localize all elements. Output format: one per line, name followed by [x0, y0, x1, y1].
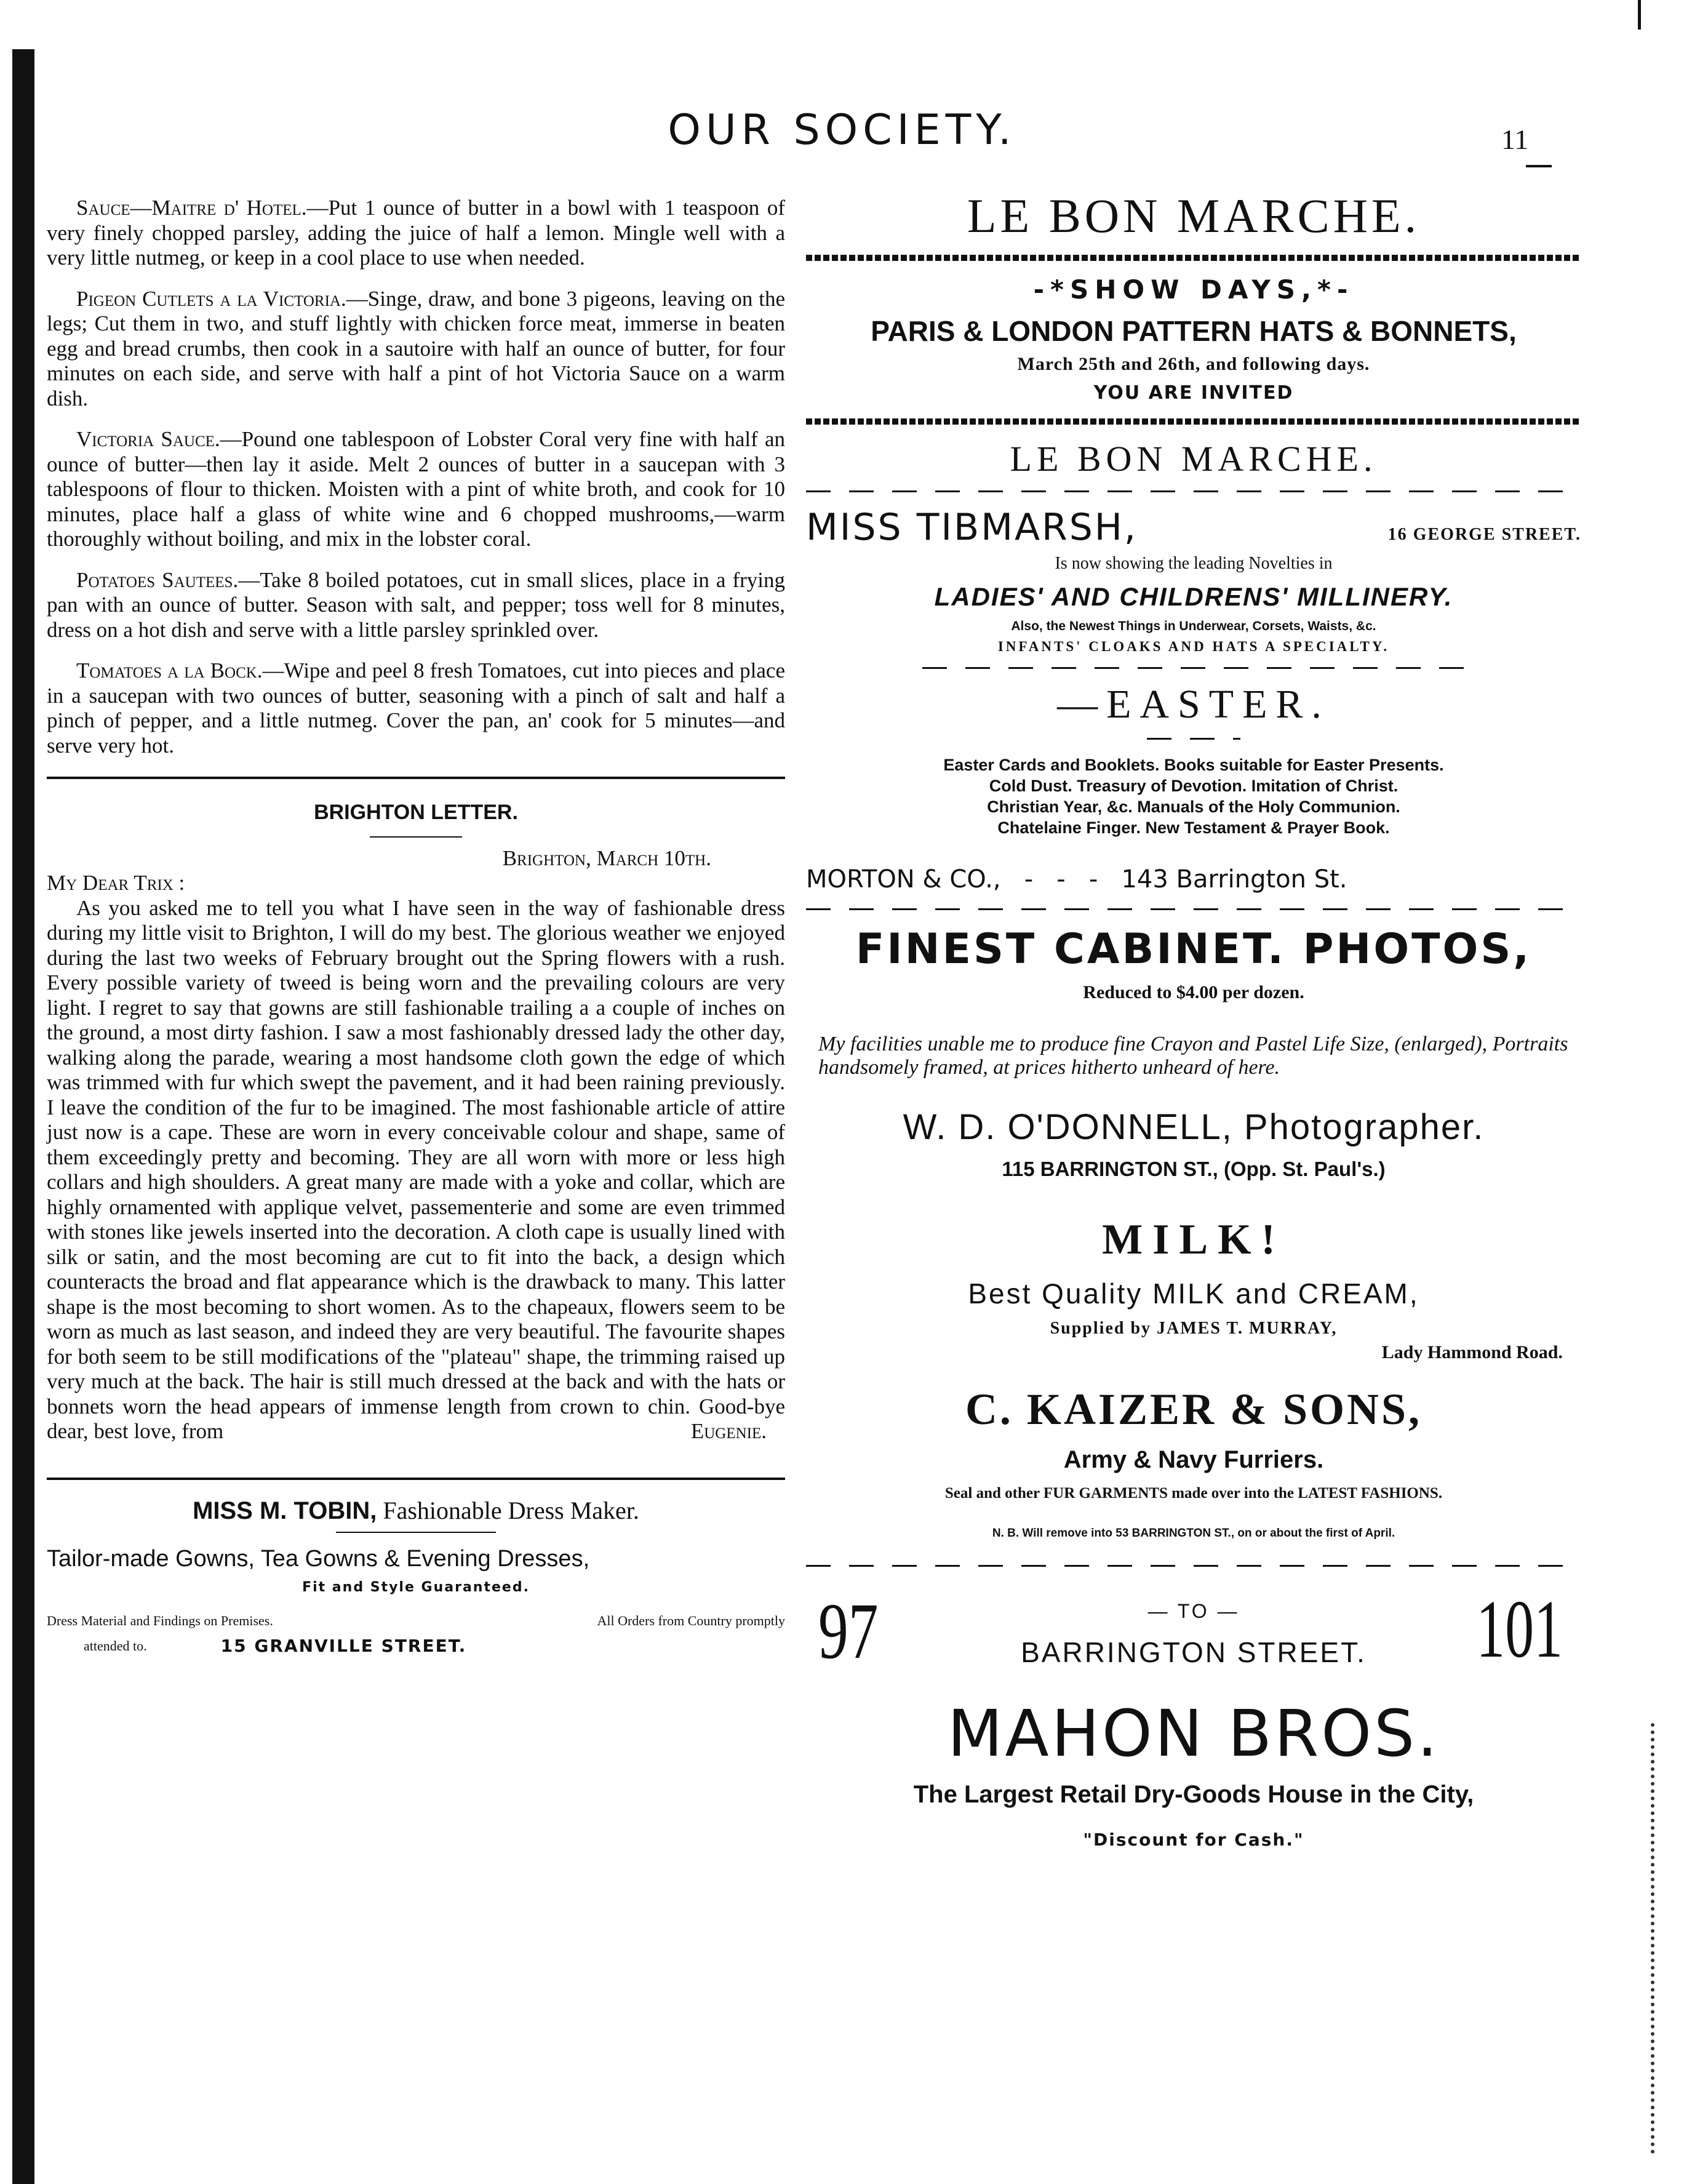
recipe-paragraph — [47, 287, 785, 412]
you-are-invited: YOU ARE INVITED — [1093, 382, 1294, 404]
tobin-line3 — [47, 1609, 785, 1634]
reduced-price: Reduced to $4.00 per dozen. — [1083, 982, 1304, 1002]
tobin-material: Dress Material and Findings on Premises. — [47, 1613, 273, 1628]
show-dates: March 25th and 26th, and following days. — [1017, 354, 1370, 374]
tobin-rule — [336, 1532, 496, 1533]
binding-edge — [12, 49, 34, 2184]
right-edge-specks — [1651, 1723, 1661, 2154]
recipe-body: —Put 1 ounce of butter in a bowl with 1 teaspoon of very finely chopped parsley, adding the juice of half a lemon. Mingle well with a very little nutmeg, or keep in a cool place to use when needed. — [47, 196, 785, 270]
tobin-heading — [47, 1498, 785, 1524]
recipe-title: Victoria Sauce. — [76, 427, 220, 451]
ornamental-rule — [806, 255, 1581, 261]
furriers-line: Army & Navy Furriers. — [1063, 1446, 1324, 1473]
dashed-rule — [806, 490, 1581, 492]
letter-dateline: Brighton, March 10th. — [502, 846, 711, 870]
paris-london-line: PARIS & LONDON PATTERN HATS & BONNETS, — [871, 315, 1517, 347]
letter-signature: Eugenie. — [690, 1419, 767, 1443]
dashed-rule — [922, 667, 1465, 669]
letter-salutation: My Dear Trix : — [47, 871, 185, 895]
tobin-address: 15 GRANVILLE STREET. — [220, 1635, 467, 1656]
recipe-title: Sauce—Maitre d' Hotel. — [76, 196, 307, 220]
brighton-letter — [47, 800, 785, 1444]
bon-marche-title: LE BON MARCHE. — [967, 189, 1421, 242]
section-divider — [47, 1478, 785, 1480]
kaizer-heading: C. KAIZER & SONS, — [965, 1385, 1423, 1434]
tobin-line4 — [47, 1634, 785, 1659]
tibmarsh-address: 16 GEORGE STREET. — [1387, 525, 1581, 544]
show-days: -*SHOW DAYS,*- — [1033, 274, 1354, 305]
right-column — [806, 185, 1581, 1850]
milk-line: Best Quality MILK and CREAM, — [968, 1278, 1419, 1310]
recipe-body: —Take 8 boiled potatoes, cut in small slices, place in a frying pan with an ounce of butter. Season with salt, and pepper; toss well for 8 minutes, dress on a hot dish and serve with a little parsley sprinkled over. — [47, 567, 785, 642]
photos-heading: FINEST CABINET. PHOTOS, — [855, 925, 1532, 974]
dashed-rule — [806, 1565, 1581, 1567]
short-rule — [1147, 738, 1240, 740]
easter-list — [806, 754, 1581, 838]
easter-line: Easter Cards and Booklets. Books suitable for Easter Presents. — [943, 756, 1444, 774]
recipe-paragraph — [47, 658, 785, 758]
tibmarsh-row — [806, 506, 1581, 549]
newest-things: Also, the Newest Things in Underwear, Corsets, Waists, &c. — [1011, 619, 1376, 633]
recipe-title: Pigeon Cutlets a la Victoria. — [76, 286, 346, 311]
tibmarsh-name: MISS TIBMARSH, — [806, 506, 1138, 549]
recipe-body: —Pound one tablespoon of Lobster Coral very fine with half an ounce of butter—then lay it aside. Melt 2 ounces of butter in a saucepan with 3 tablespoons of flour to thicken. Moisten with a pint of white broth, and cook for 10 minutes, place half a glass of white wine and 6 chopped mushrooms,—warm thoroughly without boiling, and mix in the lobster coral. — [47, 427, 785, 551]
easter-line: Chatelaine Finger. New Testament & Prayer Book. — [997, 818, 1390, 837]
tobin-line1: Tailor-made Gowns, Tea Gowns & Evening Dresses, — [47, 1546, 590, 1572]
number-97: 97 — [818, 1587, 879, 1676]
to-line: — TO — — [1147, 1600, 1240, 1622]
tobin-line2: Fit and Style Guaranteed. — [302, 1579, 530, 1595]
morton-line: MORTON & CO., - - - 143 Barrington St. — [806, 865, 1347, 894]
recipes-section — [47, 196, 785, 758]
milk-road: Lady Hammond Road. — [1381, 1342, 1563, 1362]
tobin-attended: attended to. — [84, 1638, 147, 1654]
recipe-body: —Singe, draw, and bone 3 pigeons, leaving on the legs; Cut them in two, and stuff lightly with chicken force meat, immerse in beaten egg and bread crumbs, then cook in a sautoire with half an ounce of butter, for four minutes on each side, and serve with half a pint of hot Victoria Sauce on a warm dish. — [47, 286, 785, 410]
recipe-title: Tomatoes a la Bock. — [76, 658, 263, 682]
bon-marche-subtitle: LE BON MARCHE. — [1010, 439, 1378, 479]
left-column — [47, 196, 785, 1658]
page-number-rule — [1526, 165, 1552, 167]
number-101: 101 — [1476, 1583, 1563, 1674]
facilities-text: My facilities unable me to produce fine Crayon and Pastel Life Size, (enlarged), Portraits handsomely framed, at prices hitherto unheard of here. — [818, 1033, 1568, 1079]
recipe-title: Potatoes Sautees. — [76, 567, 239, 592]
tobin-orders: All Orders from Country promptly — [597, 1613, 785, 1628]
largest-retail: The Largest Retail Dry-Goods House in the City, — [913, 1781, 1474, 1808]
discount-line: "Discount for Cash." — [1083, 1830, 1304, 1850]
ornamental-rule — [806, 418, 1581, 425]
odonnell-name: W. D. O'DONNELL, Photographer. — [903, 1107, 1485, 1147]
mahon-header — [806, 1583, 1581, 1714]
easter-heading: —EASTER. — [1057, 682, 1330, 727]
recipe-paragraph — [47, 427, 785, 552]
page-title: OUR SOCIETY. — [668, 106, 1016, 154]
odonnell-address: 115 BARRINGTON ST., (Opp. St. Paul's.) — [1002, 1158, 1386, 1180]
tibmarsh-showing: Is now showing the leading Novelties in — [1055, 554, 1333, 573]
heading-rule — [370, 836, 462, 838]
letter-heading: BRIGHTON LETTER. — [314, 801, 518, 824]
letter-text: As you asked me to tell you what I have seen in the way of fashionable dress during my little visit to Brighton, I will do my best. The glorious weather we enjoyed during the last two weeks of February brought out the Spring flowers with a rush. Every possible variety of tweed is being worn and the prevailing colours are very light. I regret to say that gowns are still fashionable trailing a a couple of inches on the ground, a most dirty fashion. I saw a most fashionably dressed lady the other day, walking along the parade, wearing a most handsome cloth gown the edge of which was trimmed with fur which swept the pavement, and it had been raining previously. I leave the condition of the fur to be imagined. The most fashionable article of attire just now is a cape. These are worn in every conceivable colour and shape, same of them exceedingly pretty and becoming. They are all worn with more or less high collars and high shoulders. A great many are made with a yoke and collar, which are highly ornamented with applique velvet, passementerie and some are even trimmed with stones like jewels inserted into the decoration. A cloth cape is usually lined with silk or satin, and the most becoming are cut to fit into the back, a design which counteracts the broad and flat appearance which is the drawback to many. This latter shape is the most becoming to short women. As to the chapeaux, flowers seem to be worn as much as last season, and indeed they are very beautiful. The favourite shapes for both seem to be still modifications of the "plateau" shape, the trimming raised up very much at the back. The hair is still much dressed at the back and with the hats or bonnets worn the head appears of immense length from crown to chin. Good-bye dear, best love, from — [47, 895, 785, 1443]
tobin-ad — [47, 1498, 785, 1659]
mahon-bros: MAHON BROS. — [947, 1696, 1440, 1771]
page-number: 11 — [1501, 124, 1529, 155]
dashed-rule — [806, 908, 1581, 910]
seal-line: Seal and other FUR GARMENTS made over into the LATEST FASHIONS. — [944, 1485, 1443, 1502]
barrington-street: BARRINGTON STREET. — [1021, 1636, 1367, 1668]
milk-supplier: Supplied by JAMES T. MURRAY, — [1050, 1319, 1338, 1338]
easter-line: Christian Year, &c. Manuals of the Holy Communion. — [987, 798, 1400, 816]
tobin-name: MISS M. TOBIN, — [193, 1497, 377, 1524]
infants-line: INFANTS' CLOAKS AND HATS A SPECIALTY. — [997, 639, 1390, 654]
recipe-paragraph — [47, 196, 785, 271]
recipe-paragraph — [47, 568, 785, 643]
top-margin-mark — [1638, 0, 1641, 30]
tobin-trade: Fashionable Dress Maker. — [383, 1496, 639, 1524]
milk-heading: MILK! — [1102, 1216, 1285, 1263]
section-divider — [47, 777, 785, 779]
recipe-body: —Wipe and peel 8 fresh Tomatoes, cut into pieces and place in a saucepan with two ounces of butter, seasoning with a pinch of salt and half a pinch of pepper, and a little nutmeg. Cover the pan, an' cook for 5 minutes—and serve very hot. — [47, 658, 785, 758]
nb-line: N. B. Will remove into 53 BARRINGTON ST., on or about the first of April. — [992, 1527, 1395, 1540]
easter-line: Cold Dust. Treasury of Devotion. Imitation of Christ. — [989, 777, 1399, 795]
millinery-line: LADIES' AND CHILDRENS' MILLINERY. — [934, 582, 1453, 611]
letter-body — [47, 896, 785, 1444]
